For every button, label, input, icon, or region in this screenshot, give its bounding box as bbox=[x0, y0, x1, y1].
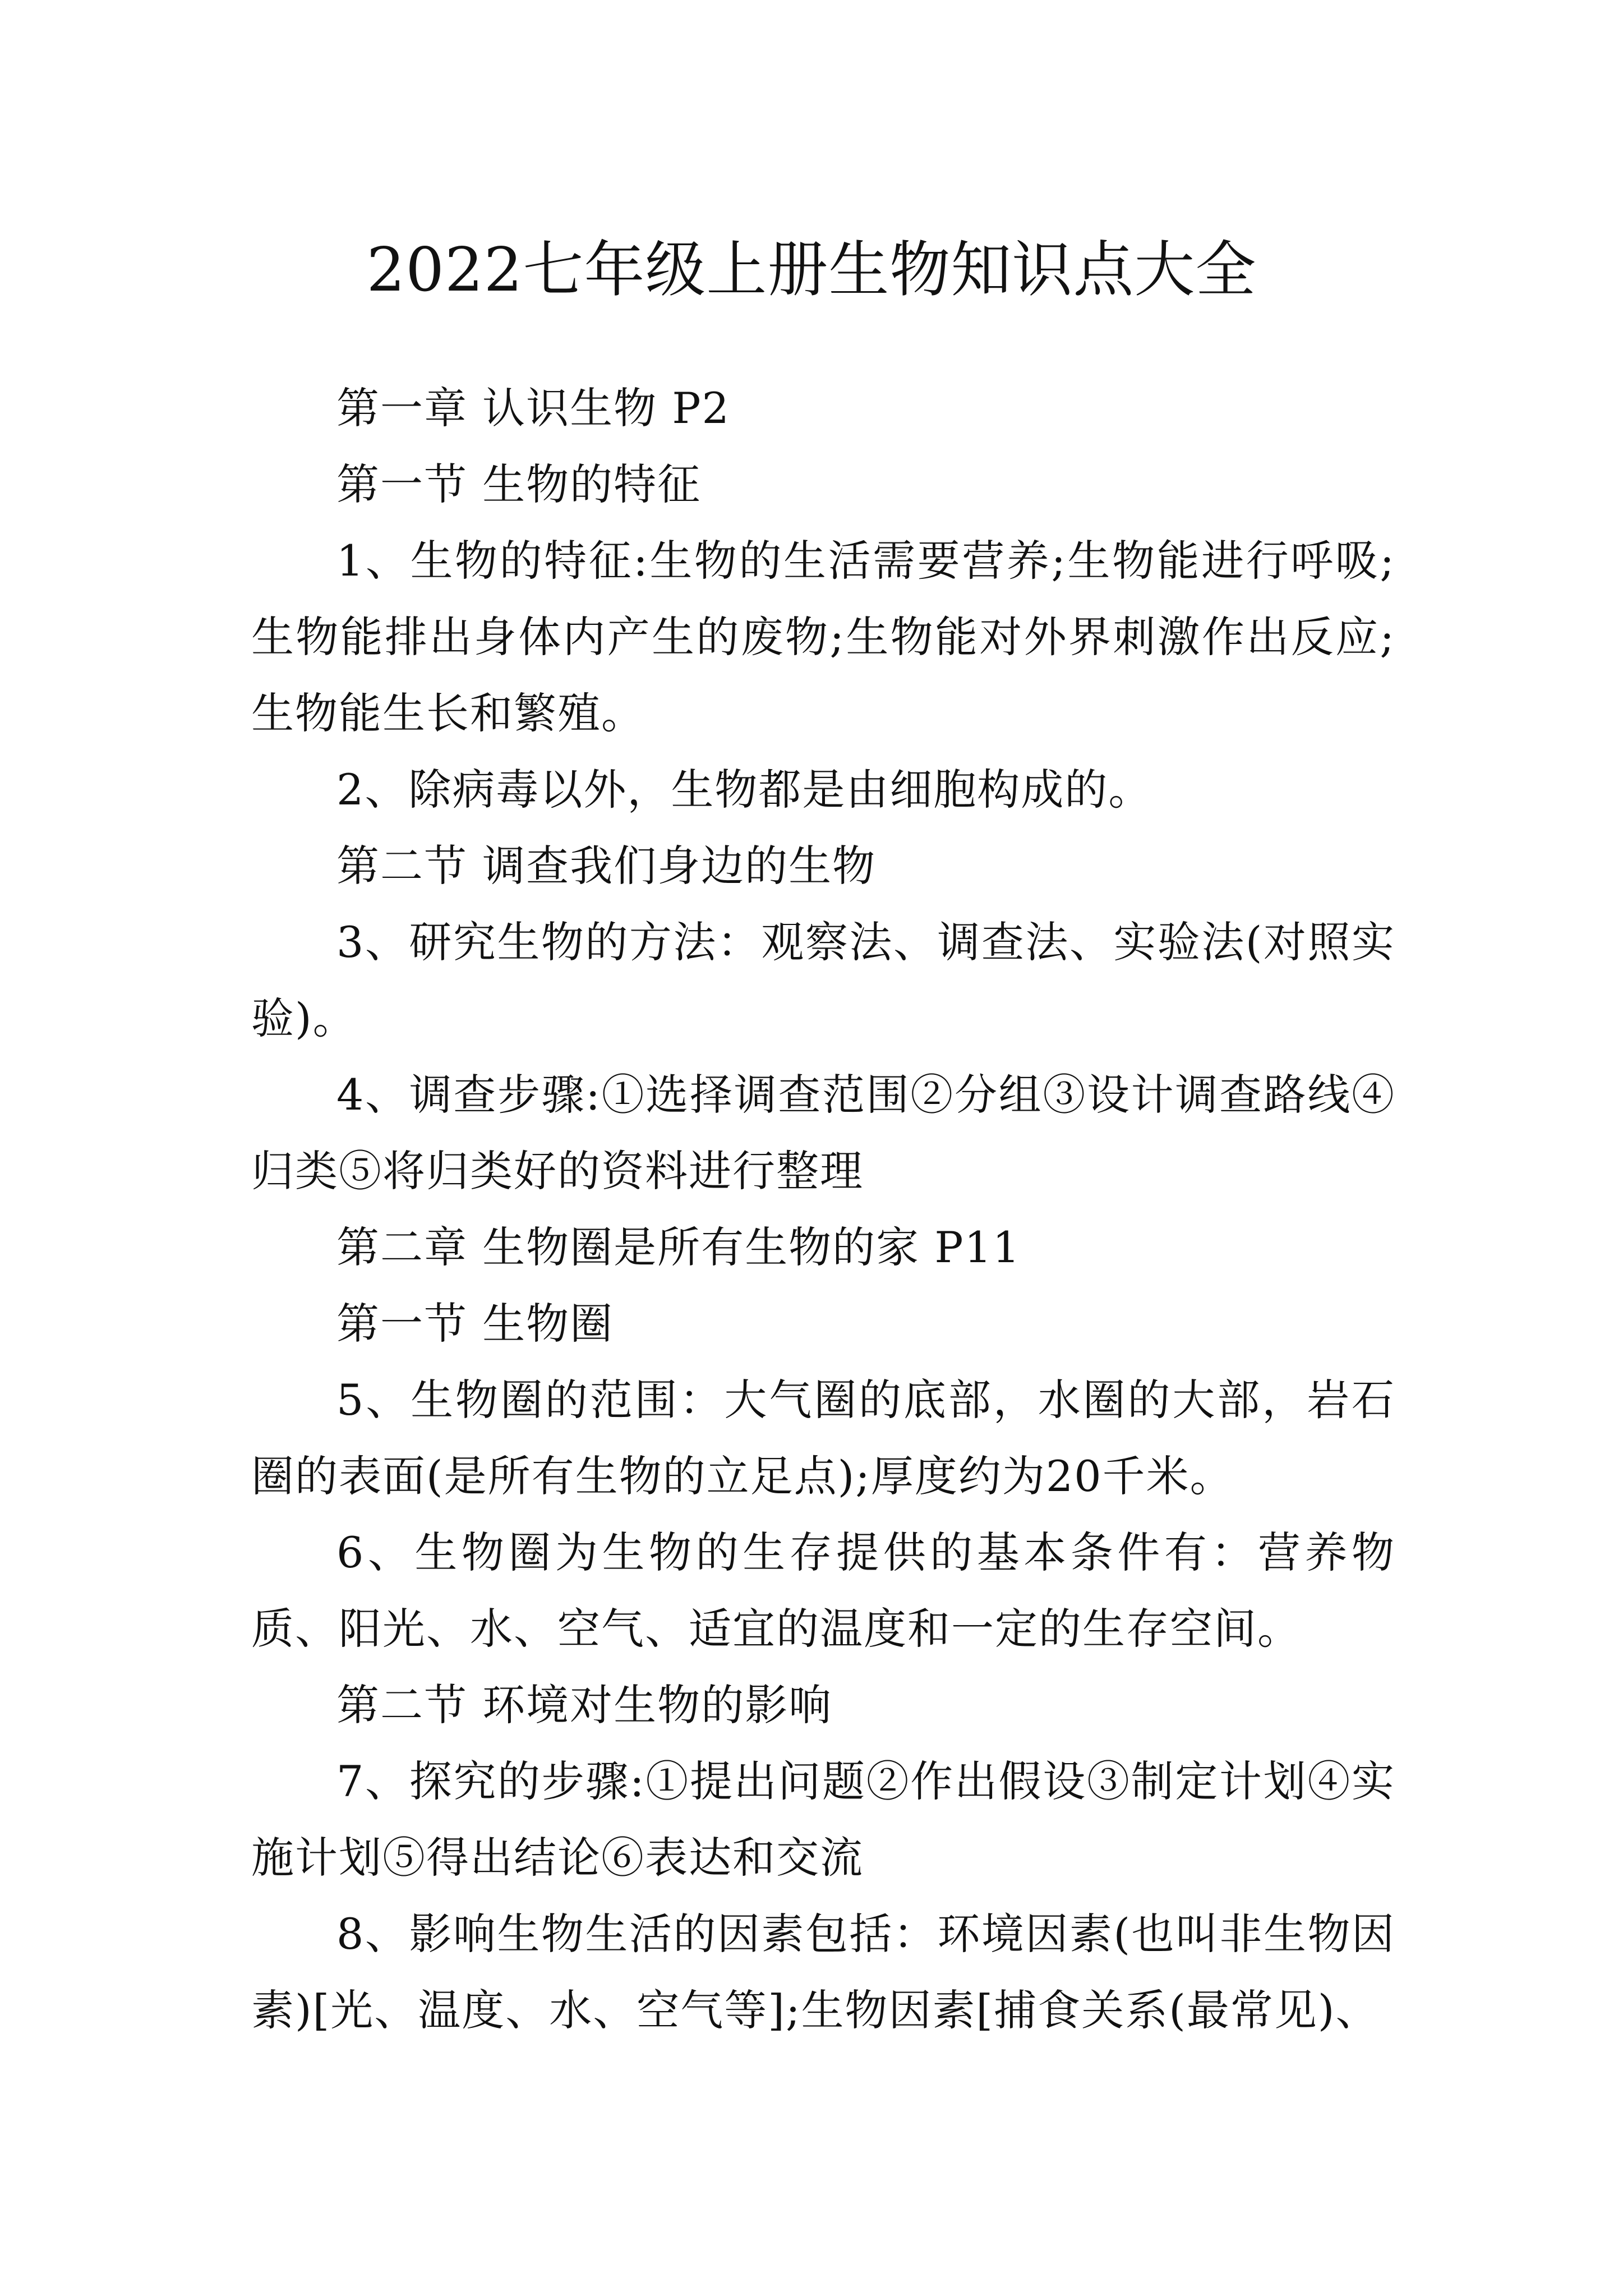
knowledge-point: 6、生物圈为生物的生存提供的基本条件有：营养物质、阳光、水、空气、适宜的温度和一定的生存空间。 bbox=[251, 1527, 1395, 1654]
knowledge-point: 7、探究的步骤:①提出问题②作出假设③制定计划④实施计划⑤得出结论⑥表达和交流 bbox=[251, 1756, 1395, 1883]
chapter-heading: 第二章 生物圈是所有生物的家 P11 bbox=[336, 1222, 1021, 1272]
section-heading: 第二节 环境对生物的影响 bbox=[336, 1680, 833, 1730]
knowledge-point: 5、生物圈的范围：大气圈的底部，水圈的大部，岩石圈的表面(是所有生物的立足点);厚度约为20千米。 bbox=[251, 1375, 1395, 1501]
chapter-heading: 第一章 认识生物 P2 bbox=[336, 383, 730, 433]
knowledge-point: 4、调查步骤:①选择调查范围②分组③设计调查路线④归类⑤将归类好的资料进行整理 bbox=[251, 1070, 1395, 1196]
knowledge-point: 1、生物的特征:生物的生活需要营养;生物能进行呼吸;生物能排出身体内产生的废物;生物能对外界刺激作出反应;生物能生长和繁殖。 bbox=[251, 536, 1395, 738]
section-heading: 第一节 生物圈 bbox=[336, 1299, 614, 1349]
knowledge-point: 3、研究生物的方法：观察法、调查法、实验法(对照实验)。 bbox=[251, 917, 1395, 1043]
section-heading: 第二节 调查我们身边的生物 bbox=[336, 841, 877, 891]
knowledge-point: 2、除病毒以外，生物都是由细胞构成的。 bbox=[336, 765, 1152, 815]
document-body bbox=[251, 370, 1395, 2049]
knowledge-point: 8、影响生物生活的因素包括：环境因素(也叫非生物因素)[光、温度、水、空气等];生物因素[捕食关系(最常见)、 bbox=[251, 1909, 1395, 2035]
document-title: 2022七年级上册生物知识点大全 bbox=[366, 235, 1257, 306]
section-heading: 第一节 生物的特征 bbox=[336, 459, 702, 509]
